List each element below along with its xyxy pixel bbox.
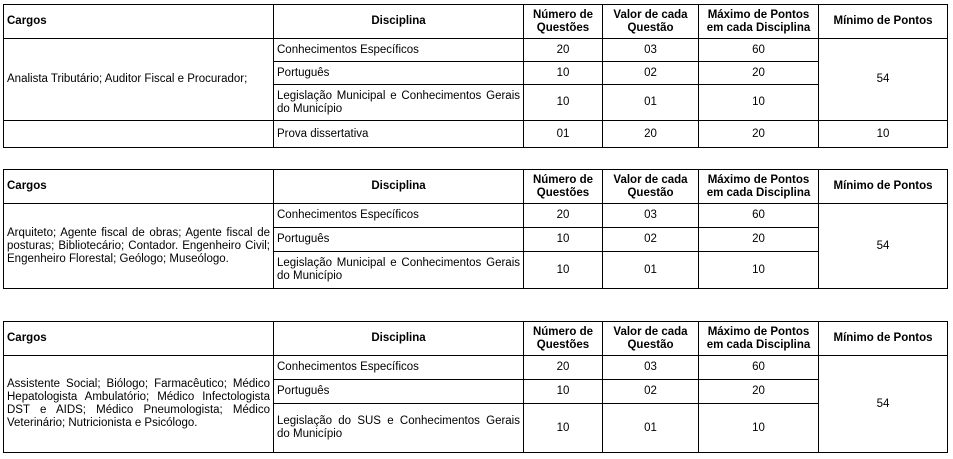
exam-table-2: [3, 169, 948, 289]
valor-cell: 01: [603, 85, 699, 121]
disciplina-cell: Legislação do SUS e Conhecimentos Gerais do Município: [274, 404, 524, 453]
header-disciplina: Disciplina: [274, 322, 524, 356]
numero-cell: 10: [524, 62, 603, 85]
header-numero-questoes: Número de Questões: [524, 170, 603, 204]
minimo-cell: 54: [819, 356, 948, 453]
header-maximo-pontos: Máximo de Pontos em cada Disciplina: [699, 170, 819, 204]
header-minimo-pontos: Mínimo de Pontos: [819, 322, 948, 356]
maximo-cell: 20: [699, 380, 819, 404]
empty-cargos-cell: [4, 121, 274, 148]
header-numero-questoes: Número de Questões: [524, 322, 603, 356]
maximo-cell: 20: [699, 62, 819, 85]
header-disciplina: Disciplina: [274, 5, 524, 39]
header-maximo-pontos: Máximo de Pontos em cada Disciplina: [699, 322, 819, 356]
header-maximo-pontos: Máximo de Pontos em cada Disciplina: [699, 5, 819, 39]
exam-table-1: [3, 4, 948, 148]
numero-cell: 10: [524, 252, 603, 289]
minimo-cell: 54: [819, 204, 948, 289]
table-header-row: [4, 5, 948, 39]
valor-cell: 20: [603, 121, 699, 148]
valor-cell: 03: [603, 356, 699, 380]
header-valor-questao: Valor de cada Questão: [603, 322, 699, 356]
disciplina-cell: Conhecimentos Específicos: [274, 356, 524, 380]
header-valor-questao: Valor de cada Questão: [603, 170, 699, 204]
header-disciplina: Disciplina: [274, 170, 524, 204]
valor-cell: 03: [603, 39, 699, 62]
table-row: [4, 204, 948, 228]
table-header-row: [4, 322, 948, 356]
cargos-cell: Arquiteto; Agente fiscal de obras; Agente fiscal de posturas; Bibliotecário; Contador. Engenheiro Civil; Engenheiro Florestal; Geólogo; Museólogo.: [4, 204, 274, 289]
maximo-cell: 20: [699, 121, 819, 148]
maximo-cell: 10: [699, 85, 819, 121]
disciplina-cell: Conhecimentos Específicos: [274, 204, 524, 228]
table-row: [4, 39, 948, 62]
header-cargos: Cargos: [4, 170, 274, 204]
maximo-cell: 10: [699, 404, 819, 453]
disciplina-cell: Português: [274, 228, 524, 252]
disciplina-cell: Prova dissertativa: [274, 121, 524, 148]
numero-cell: 20: [524, 39, 603, 62]
header-minimo-pontos: Mínimo de Pontos: [819, 170, 948, 204]
maximo-cell: 60: [699, 204, 819, 228]
numero-cell: 20: [524, 356, 603, 380]
maximo-cell: 60: [699, 39, 819, 62]
numero-cell: 01: [524, 121, 603, 148]
valor-cell: 02: [603, 62, 699, 85]
maximo-cell: 20: [699, 228, 819, 252]
disciplina-cell: Legislação Municipal e Conhecimentos Gerais do Município: [274, 85, 524, 121]
valor-cell: 01: [603, 404, 699, 453]
table-row: [4, 356, 948, 380]
table-header-row: [4, 170, 948, 204]
valor-cell: 02: [603, 380, 699, 404]
disciplina-cell: Português: [274, 62, 524, 85]
maximo-cell: 10: [699, 252, 819, 289]
minimo-cell: 54: [819, 39, 948, 121]
minimo-cell: 10: [819, 121, 948, 148]
numero-cell: 20: [524, 204, 603, 228]
header-numero-questoes: Número de Questões: [524, 5, 603, 39]
cargos-cell: Assistente Social; Biólogo; Farmacêutico; Médico Hepatologista Ambulatório; Médico Infectologista DST e AIDS; Médico Pneumologista; Médico Veterinário; Nutricionista e Psicólogo.: [4, 356, 274, 453]
numero-cell: 10: [524, 404, 603, 453]
disciplina-cell: Legislação Municipal e Conhecimentos Gerais do Município: [274, 252, 524, 289]
disciplina-cell: Português: [274, 380, 524, 404]
valor-cell: 03: [603, 204, 699, 228]
numero-cell: 10: [524, 85, 603, 121]
numero-cell: 10: [524, 380, 603, 404]
header-cargos: Cargos: [4, 322, 274, 356]
maximo-cell: 60: [699, 356, 819, 380]
valor-cell: 02: [603, 228, 699, 252]
numero-cell: 10: [524, 228, 603, 252]
disciplina-cell: Conhecimentos Específicos: [274, 39, 524, 62]
exam-table-3: [3, 321, 948, 453]
header-minimo-pontos: Mínimo de Pontos: [819, 5, 948, 39]
header-cargos: Cargos: [4, 5, 274, 39]
header-valor-questao: Valor de cada Questão: [603, 5, 699, 39]
table-row: [4, 121, 948, 148]
cargos-cell: Analista Tributário; Auditor Fiscal e Procurador;: [4, 39, 274, 121]
valor-cell: 01: [603, 252, 699, 289]
